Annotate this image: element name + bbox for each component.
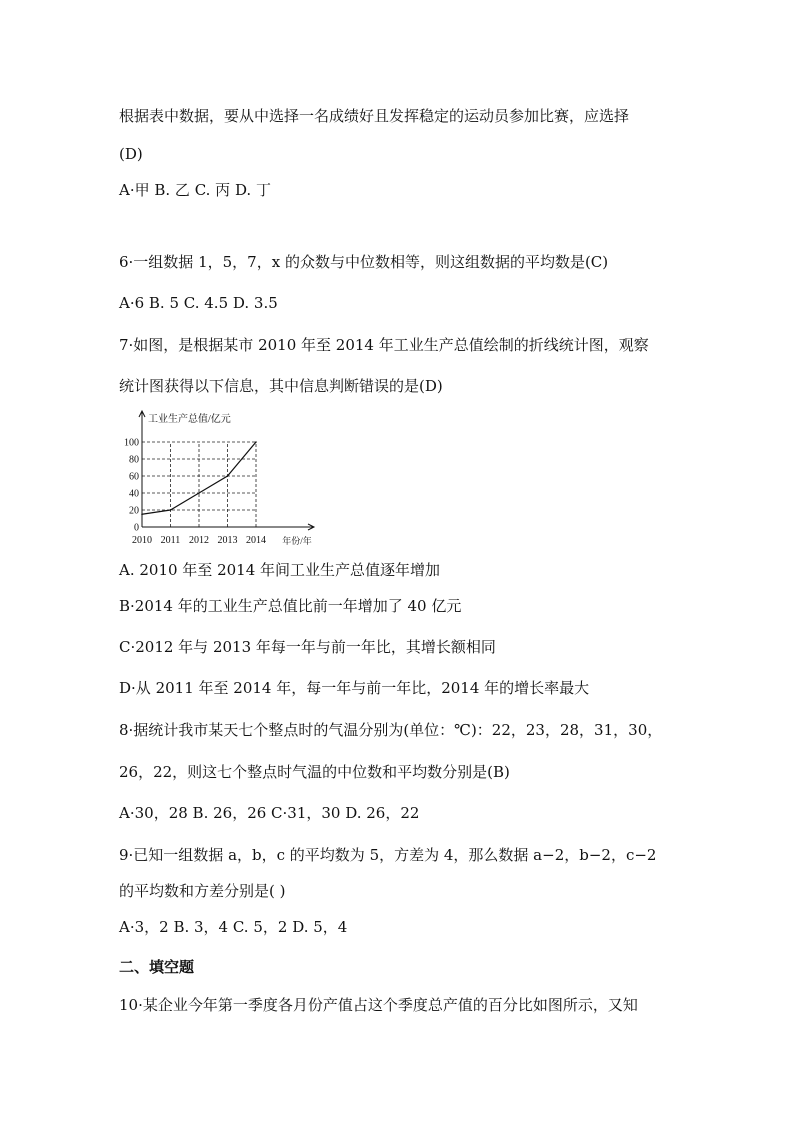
q7-option-a: A. 2010 年至 2014 年间工业生产总值逐年增加 [119,561,441,579]
q5-answer: (D) [119,145,143,163]
q10-stem-line1: 10·某企业今年第一季度各月份产值占这个季度总产值的百分比如图所示，又知 [119,996,638,1014]
y-tick-label-40: 40 [129,488,139,500]
y-tick-label-20: 20 [129,505,139,517]
q7-stem-line2: 统计图获得以下信息，其中信息判断错误的是(D) [119,377,443,395]
q5-options: A·甲 B. 乙 C. 丙 D. 丁 [119,181,271,199]
data-point-2011 [170,509,172,511]
section-heading-fill-in: 二、填空题 [119,958,195,976]
q6-options: A·6 B. 5 C. 4.5 D. 3.5 [119,294,278,312]
x-tick-label-2014: 2014 [246,535,266,546]
q7-option-d: D·从 2011 年至 2014 年，每一年与前一年比，2014 年的增长率最大 [119,679,590,697]
data-point-2014 [255,441,257,443]
x-tick-label-2010: 2010 [132,535,152,546]
data-point-2012 [198,492,200,494]
x-tick-label-2013: 2013 [217,535,238,546]
q7-stem-line1: 7·如图，是根据某市 2010 年至 2014 年工业生产总值绘制的折线统计图，观察 [119,336,649,354]
y-tick-label-0: 0 [134,522,139,534]
x-tick-label-2011: 2011 [160,535,181,546]
q9-stem-line2: 的平均数和方差分别是( ) [119,882,286,900]
q5-stem-line1: 根据表中数据，要从中选择一名成绩好且发挥稳定的运动员参加比赛，应选择 [119,107,630,125]
q8-options: A·30，28 B. 26，26 C·31，30 D. 26，22 [119,804,420,822]
q7-option-b: B·2014 年的工业生产总值比前一年增加了 40 亿元 [119,597,462,615]
q8-stem-line2: 26，22，则这七个整点时气温的中位数和平均数分别是(B) [119,763,510,781]
industrial-output-line-chart [126,410,326,550]
data-point-2013 [227,475,229,477]
series-line [142,442,256,514]
x-axis-title: 年份/年 [282,536,312,546]
q6-stem: 6·一组数据 1，5，7，x 的众数与中位数相等，则这组数据的平均数是(C) [119,253,609,271]
q8-stem-line1: 8·据统计我市某天七个整点时的气温分别为(单位：℃)：22，23，28，31，30， [119,721,663,739]
q9-options: A·3，2 B. 3，4 C. 5，2 D. 5，4 [119,918,348,936]
q7-option-c: C·2012 年与 2013 年每一年与前一年比，其增长额相同 [119,638,496,656]
y-tick-label-80: 80 [129,454,139,466]
y-tick-label-100: 100 [124,437,139,449]
x-tick-label-2012: 2012 [189,535,209,546]
y-axis-title: 工业生产总值/亿元 [148,414,231,425]
q9-stem-line1: 9·已知一组数据 a，b，c 的平均数为 5，方差为 4，那么数据 a−2，b−2，c−2 [119,846,657,864]
y-tick-label-60: 60 [129,471,139,483]
data-point-2010 [141,513,143,515]
